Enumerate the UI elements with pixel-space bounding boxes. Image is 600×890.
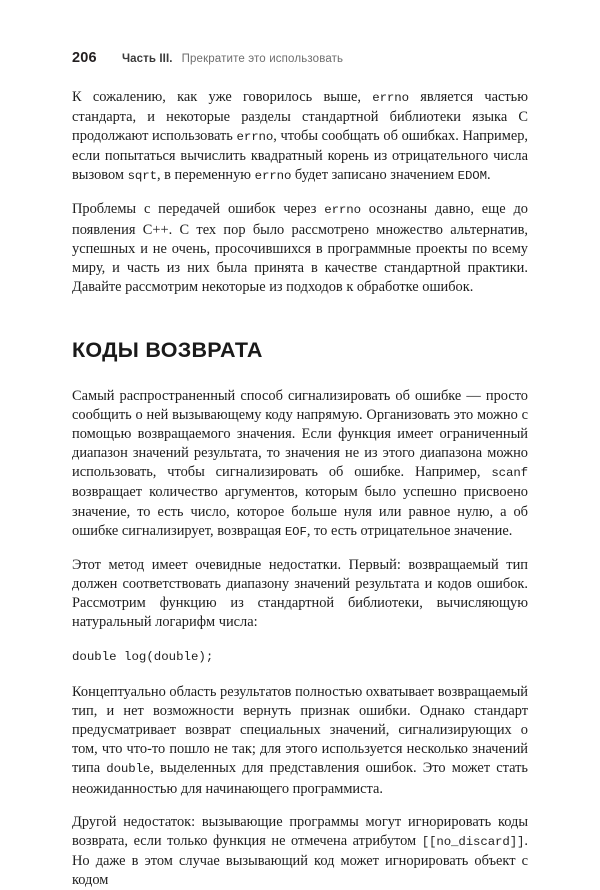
para5-seg2: , выделенных для представления ошибок. Это может стать неожиданностью для начинающего программиста. <box>72 760 528 797</box>
running-header <box>72 50 528 72</box>
para1-seg6: . <box>486 167 491 184</box>
para5-seg1: Концептуально область результатов полностью охватывает возвращаемый тип, и нет возможности вернуть признак ошибки. Однако стандарт предусматривает возврат специальных значений, сигнализирующих о том, что что-то пошло не так; для этого используется несколько значений типа <box>72 684 528 777</box>
para3-seg2: возвращает количество аргументов, которым было успешно присвоено значение, то есть число, которое больше нуля или равное нулю, а об ошибке сигнализирует, возвращая <box>72 484 528 539</box>
para2-seg2: осознаны давно, еще до появления C++. С тех пор было рассмотрено множество альтернатив, успешных и не очень, просочившихся в программные проекты по всему миру, и часть из них была принята в качестве стандартной практики. Давайте рассмотрим некоторые из подходов к обработке ошибок. <box>72 201 528 295</box>
inline-code-errno: errno <box>372 91 409 105</box>
inline-code-errno: errno <box>236 130 274 145</box>
inline-code-sqrt: sqrt <box>127 169 157 184</box>
para1-seg1: К сожалению, как уже говорилось выше, <box>72 89 373 105</box>
inline-code-scanf: scanf <box>491 466 528 481</box>
para3-seg1: Самый распространенный способ сигнализировать об ошибке — просто сообщить о ней вызывающему коду напрямую. Организовать это можно с помощью возвращаемого значения. Если функция имеет ограниченный диапазон значений результата, то значения не из этого диапазона можно использовать, чтобы сигнализировать об ошибке. Например, <box>72 387 528 481</box>
para1-seg5: будет записано значением <box>291 167 458 184</box>
inline-code-double: double <box>106 762 151 777</box>
code-block-log-signature: double log(double); <box>72 650 214 665</box>
paragraph-2 <box>72 200 528 296</box>
text-column <box>72 88 528 890</box>
paragraph-1 <box>72 88 528 186</box>
section-title: КОДЫ ВОЗВРАТА <box>72 337 263 362</box>
inline-code-eof: EOF <box>284 524 307 539</box>
section-heading-block <box>72 338 528 362</box>
inline-code-edom: EDOM <box>457 169 487 184</box>
para3-seg3: , то есть отрицательное значение. <box>306 522 513 539</box>
inline-code-no-discard: [[no_discard]] <box>421 834 525 849</box>
para6-seg1: Другой недостаток: вызывающие программы могут игнорировать коды возврата, если только функция не отмечена атрибутом <box>72 813 528 849</box>
para2-seg1: Проблемы с передачей ошибок через <box>72 201 325 218</box>
para4-seg1: Этот метод имеет очевидные недостатки. Первый: возвращаемый тип должен соответствовать диапазону значений результата и кодов ошибок. Рассмотрим функцию из стандартной библиотеки, вычисляющую натуральный логарифм числа: <box>72 556 528 630</box>
paragraph-4 <box>72 556 528 632</box>
paragraph-5 <box>72 683 528 799</box>
part-title: Прекратите это использовать <box>181 53 344 65</box>
para1-seg2: является частью стандарта, и некоторые разделы стандартной библиотеки языка C продолжают использовать <box>72 89 528 145</box>
para1-seg4: , в переменную <box>156 167 255 184</box>
para6-seg2: . Но даже в этом случае вызывающий код может игнорировать объект с кодом <box>72 832 528 888</box>
para1-seg3: , чтобы сообщать об ошибках. Например, если попытаться вычислить квадратный корень из отрицательного числа вызовом <box>72 128 528 184</box>
paragraph-6 <box>72 813 528 890</box>
part-label: Часть III. <box>122 53 173 65</box>
paragraph-3 <box>72 387 528 542</box>
inline-code-errno: errno <box>324 203 361 218</box>
page-number: 206 <box>72 50 97 66</box>
inline-code-errno: errno <box>254 169 292 184</box>
